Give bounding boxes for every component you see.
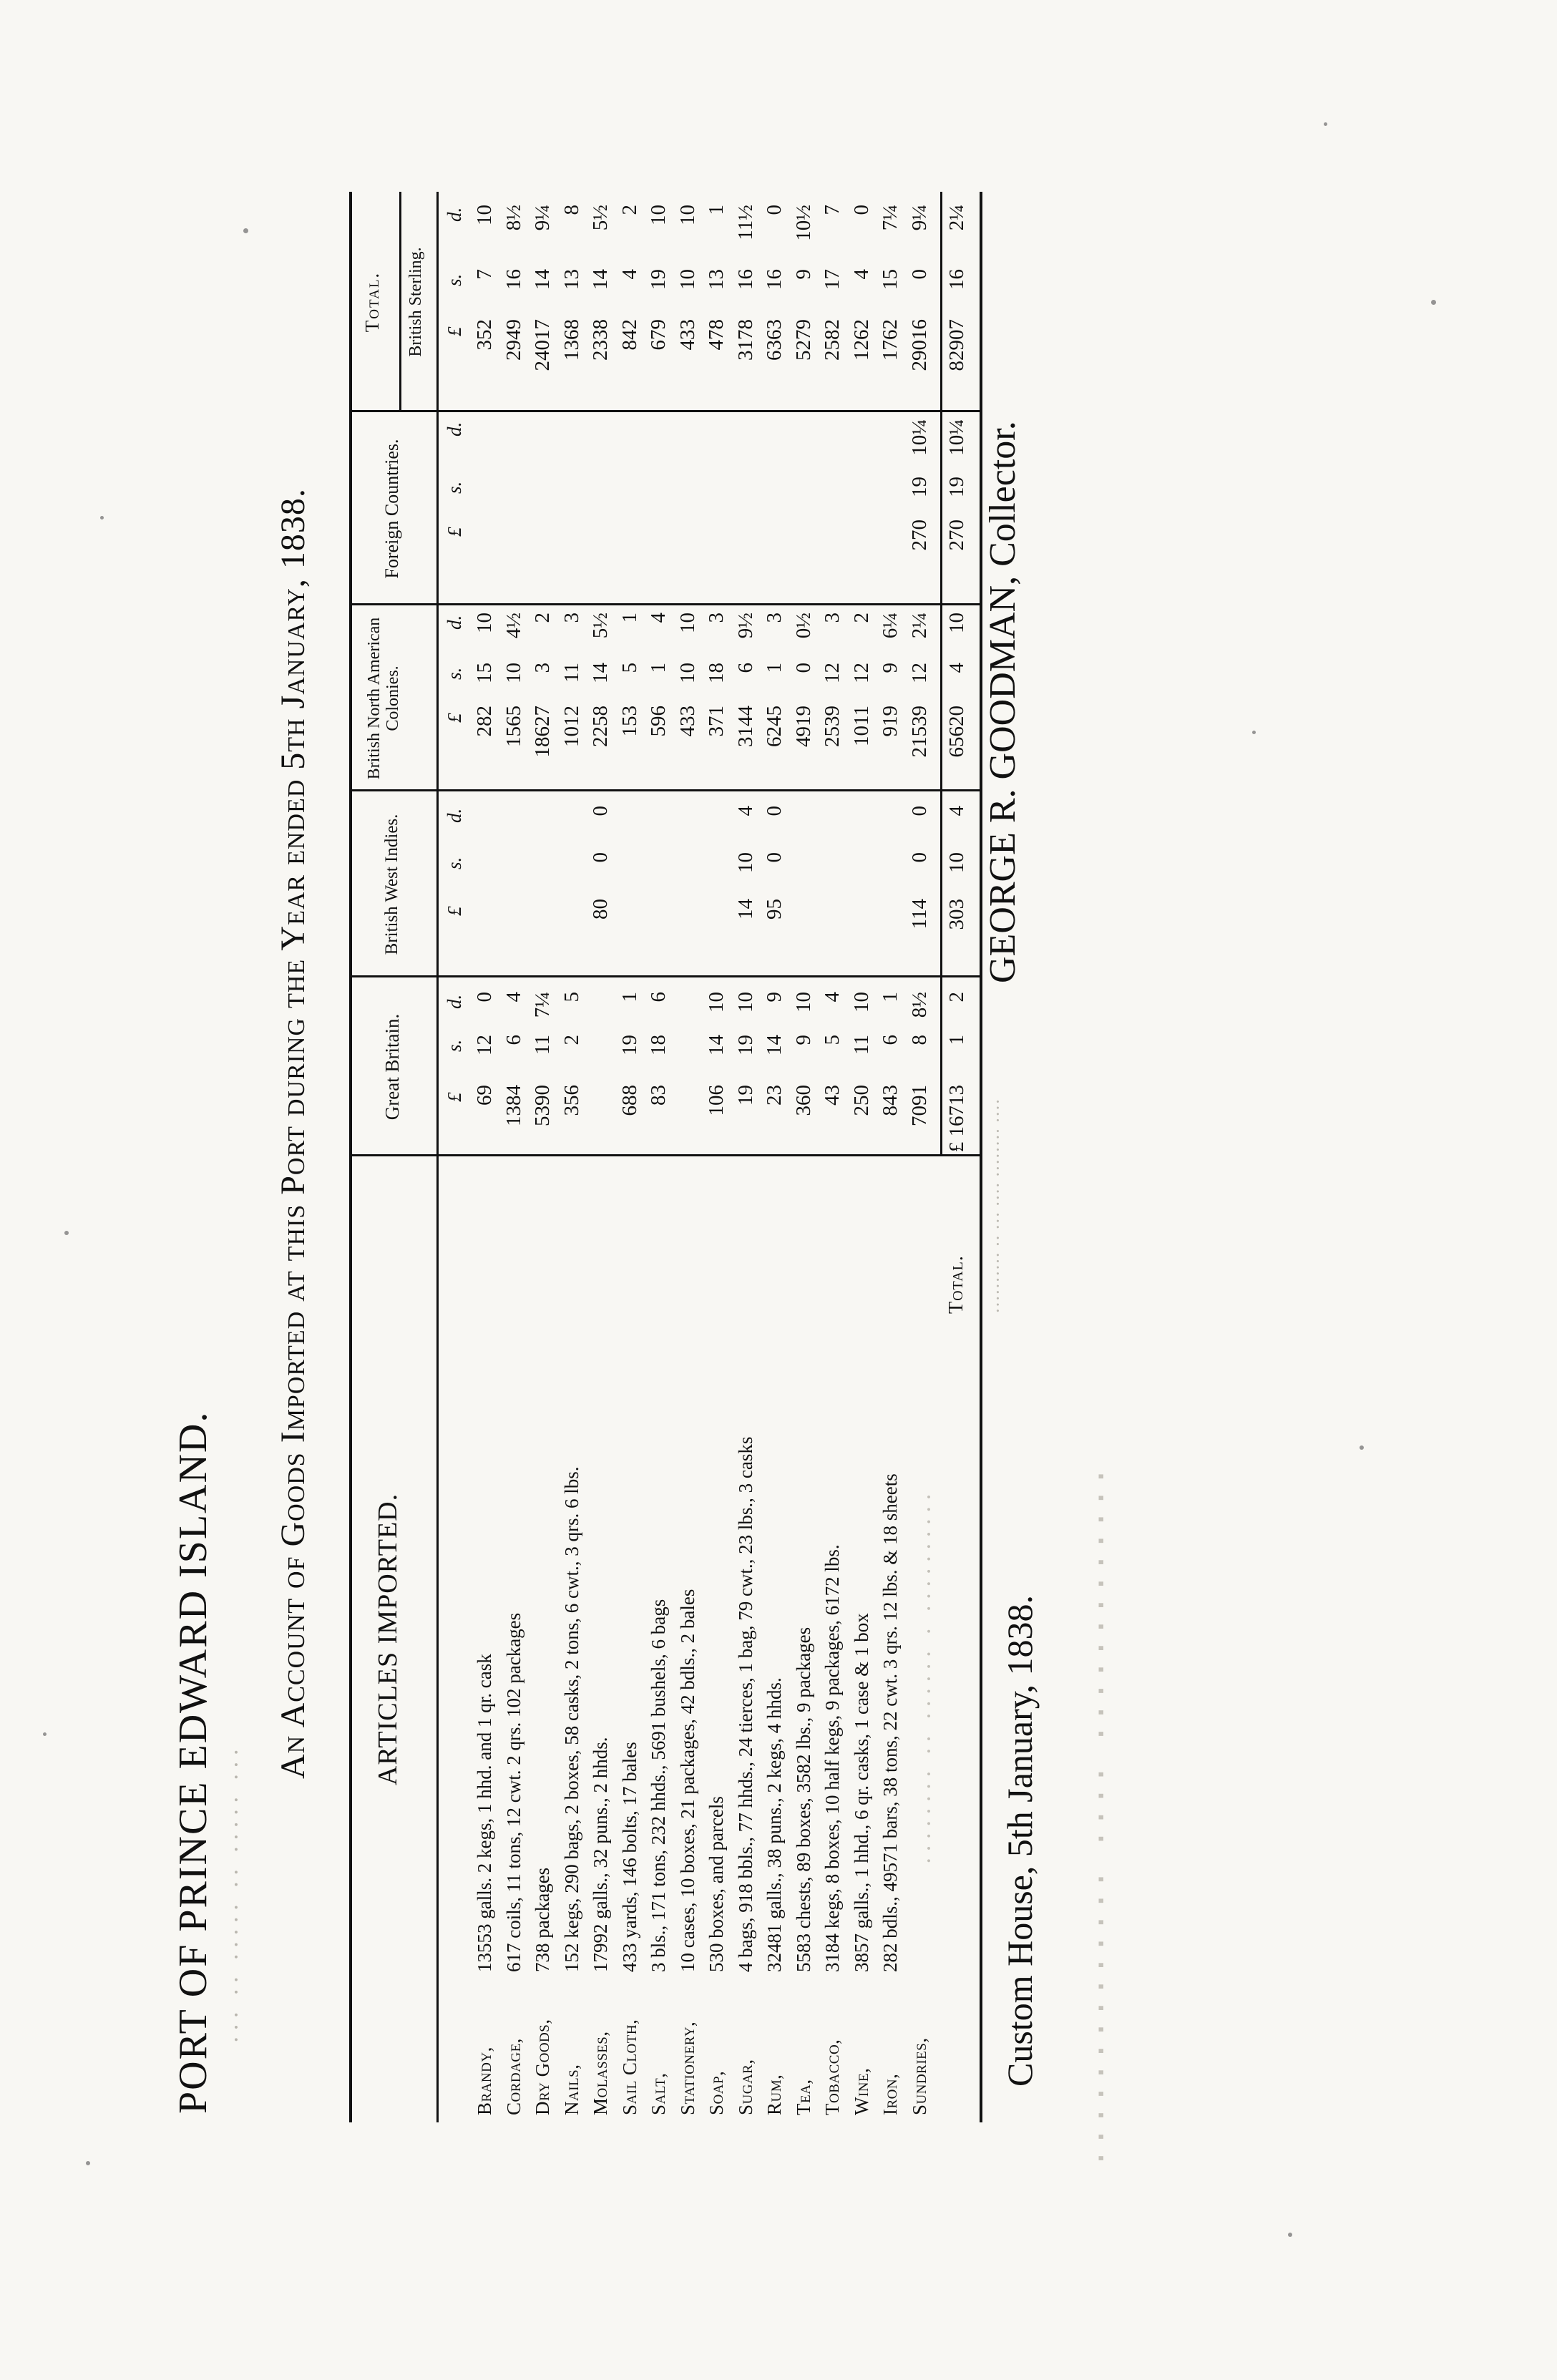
table-row — [793, 192, 814, 2122]
bna-pounds-cell: 153 — [618, 706, 641, 737]
gb-pence-cell: 7¼ — [531, 992, 554, 1018]
article-name: Molasses, — [590, 2031, 611, 2115]
article-name: Cordage, — [502, 2038, 524, 2115]
gb-shillings-cell: 19 — [618, 1035, 641, 1055]
bna-shillings-cell: 11 — [560, 663, 583, 683]
gb-shillings-cell: 6 — [502, 1035, 525, 1045]
bna-pence-cell: 9½ — [733, 613, 757, 639]
total-pence-cell: 5½ — [589, 205, 612, 231]
total-shillings-cell: 10 — [675, 269, 699, 290]
bna-shillings-cell: 1 — [763, 663, 786, 673]
bwi-pence-unit-label: d. — [444, 808, 465, 823]
bna-pence-cell: 10 — [473, 613, 496, 633]
bna-pence-cell: 6¼ — [879, 613, 902, 639]
gb-pence-cell: 1 — [879, 992, 902, 1003]
total-fc-shillings: 19 — [945, 477, 968, 497]
gb-shillings-cell: 6 — [879, 1035, 902, 1045]
bna-shillings-cell: 15 — [473, 663, 496, 683]
bna-pounds-cell: 1012 — [560, 706, 583, 747]
table-row — [648, 192, 669, 2122]
article-description: 530 boxes, and parcels — [706, 1796, 727, 1972]
bwi-pounds-unit-label: £ — [444, 906, 465, 916]
bna-pounds-cell: 596 — [647, 706, 670, 737]
total-fc-pence: 10¼ — [945, 419, 968, 456]
total-shillings-cell: 4 — [618, 269, 641, 280]
bna-pence-cell: 2 — [531, 613, 554, 623]
fc-shillings-unit-label: s. — [444, 481, 465, 494]
article-description: 32481 galls., 38 puns., 2 kegs, 4 hhds. — [763, 1677, 785, 1972]
bna-pence-cell: 3 — [821, 613, 844, 623]
bna-pounds-cell: 18627 — [531, 706, 554, 758]
total-pounds-cell: 3178 — [733, 319, 757, 361]
total-pounds-cell: 24017 — [531, 319, 554, 371]
total-pence-cell: 10½ — [791, 205, 815, 241]
gb-pounds-unit-label: £ — [444, 1092, 465, 1102]
total-pounds-cell: 29016 — [907, 319, 931, 371]
gb-pence-cell: 8½ — [907, 992, 931, 1018]
fc-pounds-cell: 270 — [907, 520, 931, 551]
gb-pence-cell: 9 — [763, 992, 786, 1003]
article-description: 3857 galls., 1 hhd., 6 qr. casks, 1 case & 1 box — [850, 1613, 872, 1972]
bna-pence-cell: 4 — [647, 613, 670, 623]
gb-pence-cell: 10 — [849, 992, 873, 1013]
total-pence-cell: 7 — [821, 205, 844, 215]
paper-speck — [86, 2161, 90, 2165]
bleed-through-text: ··· ·· ····· ·· ····· ··· — [223, 1744, 250, 2044]
gb-pence-cell: 10 — [791, 992, 815, 1013]
header-british-north-american-colonies: British North American Colonies. — [365, 617, 403, 780]
document-title: PORT OF PRINCE EDWARD ISLAND. — [171, 1410, 215, 2114]
article-name: Sugar, — [734, 2059, 756, 2115]
bna-shillings-cell: 12 — [907, 663, 931, 683]
total-pounds-cell: 2582 — [821, 319, 844, 361]
bwi-pence-cell: 0 — [763, 806, 786, 816]
total-pence-cell: 2 — [618, 205, 641, 215]
gb-pounds-cell: 7091 — [907, 1085, 931, 1126]
bleed-through-text: ·············· ···· ············· — [1074, 1462, 1122, 2165]
total-subheader-rule — [399, 192, 401, 412]
fc-pence-unit-label: d. — [444, 421, 465, 437]
header-articles: ARTICLES IMPORTED. — [373, 1493, 403, 1786]
gb-pounds-cell: 23 — [763, 1085, 786, 1106]
gb-shillings-cell: 19 — [733, 1035, 757, 1055]
total-shillings-cell: 19 — [647, 269, 670, 290]
gb-pounds-cell: 106 — [705, 1085, 728, 1116]
total-pence-cell: 0 — [763, 205, 786, 215]
table-row — [706, 192, 727, 2122]
gb-pence-cell: 5 — [560, 992, 583, 1003]
gb-shillings-cell: 11 — [531, 1035, 554, 1055]
table-row — [909, 192, 930, 2122]
bna-pounds-cell: 21539 — [907, 706, 931, 758]
article-name: Tea, — [792, 2079, 814, 2115]
bna-pence-cell: 2¼ — [907, 613, 931, 639]
paper-speck — [64, 1231, 69, 1235]
gb-shillings-cell: 2 — [560, 1035, 583, 1045]
total-total-shillings: 16 — [945, 269, 968, 290]
total-pounds-cell: 433 — [675, 319, 699, 351]
bna-pence-unit-label: d. — [444, 615, 465, 630]
gb-pence-cell: 4 — [821, 992, 844, 1003]
bna-shillings-cell: 18 — [705, 663, 728, 683]
article-name: Sail Cloth, — [618, 2019, 640, 2115]
gb-pounds-cell: 19 — [733, 1085, 757, 1106]
bna-shillings-cell: 9 — [879, 663, 902, 673]
article-description: 17992 galls., 32 puns., 2 hhds. — [590, 1737, 611, 1972]
total-pounds-cell: 6363 — [763, 319, 786, 361]
gb-shillings-cell: 18 — [647, 1035, 670, 1055]
total-bna-pence: 10 — [945, 613, 968, 633]
fc-pounds-unit-label: £ — [444, 527, 465, 537]
total-shillings-cell: 13 — [560, 269, 583, 290]
total-gb-pence: 2 — [945, 992, 968, 1003]
table-row — [763, 192, 785, 2122]
bna-pounds-cell: 6245 — [763, 706, 786, 747]
document-subtitle: An Account of Goods Imported at this Port during the Year ended 5th January, 1838. — [274, 488, 312, 1779]
total-shillings-cell: 9 — [791, 269, 815, 280]
total-pence-cell: 11½ — [733, 205, 757, 240]
gb-pounds-cell: 360 — [791, 1085, 815, 1116]
bna-shillings-cell: 10 — [502, 663, 525, 683]
total-pence-cell: 9¼ — [531, 205, 554, 231]
total-pence-cell: 10 — [473, 205, 496, 225]
total-total-pence: 2¼ — [945, 205, 968, 231]
article-name: Wine, — [850, 2067, 872, 2115]
total-pence-cell: 10 — [675, 205, 699, 225]
article-description: 5583 chests, 89 boxes, 3582 lbs., 9 packages — [792, 1627, 814, 1972]
article-description: 433 yards, 146 bolts, 17 bales — [618, 1742, 640, 1972]
table-row — [590, 192, 611, 2122]
bna-shillings-cell: 10 — [675, 663, 699, 683]
gb-pounds-cell: 688 — [618, 1085, 641, 1116]
bna-pence-cell: 4½ — [502, 613, 525, 639]
bna-pence-cell: 3 — [763, 613, 786, 623]
bna-pence-cell: 1 — [618, 613, 641, 623]
article-name: Rum, — [763, 2074, 785, 2115]
paper-speck — [243, 228, 248, 233]
total-pounds-cell: 1262 — [849, 319, 873, 361]
article-description: 282 bdls., 49571 bars, 38 tons, 22 cwt. 3 qrs. 12 lbs. & 18 sheets — [879, 1473, 901, 1972]
bna-pence-cell: 0½ — [791, 613, 815, 639]
article-name: Tobacco, — [821, 2039, 843, 2115]
article-description: 4 bags, 918 bbls., 77 hhds., 24 tierces, 1 bag, 79 cwt., 23 lbs., 3 casks — [734, 1436, 756, 1972]
total-pounds-cell: 1368 — [560, 319, 583, 361]
paper-speck — [1360, 1445, 1364, 1450]
article-name: Brandy, — [474, 2047, 495, 2115]
article-name: Soap, — [706, 2070, 727, 2115]
gb-shillings-cell: 9 — [791, 1035, 815, 1045]
bna-pence-cell: 3 — [560, 613, 583, 623]
table-row — [879, 192, 901, 2122]
bna-pence-cell: 3 — [705, 613, 728, 623]
total-pence-cell: 10 — [647, 205, 670, 225]
total-pounds-cell: 1762 — [879, 319, 902, 361]
gb-shillings-cell: 8 — [907, 1035, 931, 1045]
total-bwi-pence: 4 — [945, 806, 968, 816]
total-pence-cell: 1 — [705, 205, 728, 215]
total-pounds-unit-label: £ — [444, 326, 465, 336]
gb-pounds-cell: 356 — [560, 1085, 583, 1116]
total-shillings-unit-label: s. — [444, 273, 465, 286]
bwi-pounds-cell: 95 — [763, 899, 786, 920]
total-row — [946, 192, 975, 2122]
total-pounds-cell: 478 — [705, 319, 728, 351]
article-name: Salt, — [648, 2072, 669, 2115]
bwi-shillings-cell: 0 — [907, 852, 931, 863]
gb-shillings-cell: 12 — [473, 1035, 496, 1055]
fc-pence-cell: 10¼ — [907, 419, 931, 456]
gb-pounds-cell: 843 — [879, 1085, 902, 1116]
total-pence-cell: 7¼ — [879, 205, 902, 231]
table-row — [532, 192, 553, 2122]
total-bna-shillings: 4 — [945, 663, 968, 673]
header-total-british-sterling: British Sterling. — [406, 247, 425, 357]
header-great-britain: Great Britain. — [381, 1013, 403, 1121]
article-description: 152 kegs, 290 bags, 2 boxes, 58 casks, 2 tons, 6 cwt., 3 qrs. 6 lbs. — [560, 1466, 582, 1972]
gb-shillings-unit-label: s. — [444, 1039, 465, 1052]
gb-pence-cell: 0 — [473, 992, 496, 1003]
imports-table — [349, 192, 982, 2122]
fc-shillings-cell: 19 — [907, 477, 931, 497]
gb-pounds-cell: 43 — [821, 1085, 844, 1106]
bna-shillings-cell: 1 — [647, 663, 670, 673]
article-description: 10 cases, 10 boxes, 21 packages, 42 bdls., 2 bales — [676, 1589, 698, 1972]
gb-pounds-cell: 250 — [849, 1085, 873, 1116]
gb-shillings-cell: 11 — [849, 1035, 873, 1055]
article-name: Nails, — [560, 2064, 582, 2115]
bwi-pence-cell: 0 — [589, 806, 612, 816]
table-row — [677, 192, 698, 2122]
total-row-label: Total. — [945, 1255, 967, 1314]
footer-signature: GEORGE R. GOODMAN, Collector. — [982, 421, 1023, 983]
gb-shillings-cell: 5 — [821, 1035, 844, 1045]
bwi-pence-cell: 0 — [907, 806, 931, 816]
paper-speck — [43, 1732, 47, 1736]
gb-shillings-cell: 14 — [763, 1035, 786, 1055]
paper-speck — [1431, 300, 1436, 305]
bna-shillings-cell: 14 — [589, 663, 612, 683]
paper-speck — [100, 516, 104, 520]
paper-speck — [1288, 2233, 1292, 2237]
total-pounds-cell: 679 — [647, 319, 670, 351]
bleed-through-text: ·········· ·· ··· ···· ········ ···· — [987, 1098, 1008, 1314]
header-rule — [436, 192, 439, 2122]
bna-pounds-cell: 282 — [473, 706, 496, 737]
bleed-through-text: ········ ·· ······ · ·········· — [916, 1488, 942, 1865]
bwi-pounds-cell: 14 — [733, 899, 757, 920]
article-description: 738 packages — [532, 1867, 553, 1972]
bna-pounds-cell: 371 — [705, 706, 728, 737]
total-bwi-shillings: 10 — [945, 852, 968, 873]
bna-pence-cell: 2 — [849, 613, 873, 623]
total-shillings-cell: 0 — [907, 269, 931, 280]
gb-pounds-cell: 1384 — [502, 1085, 525, 1126]
bna-shillings-cell: 12 — [849, 663, 873, 683]
header-total: Total. — [361, 271, 383, 333]
total-shillings-cell: 13 — [705, 269, 728, 290]
bna-pounds-cell: 919 — [879, 706, 902, 737]
total-bwi-pounds: 303 — [945, 899, 968, 930]
gb-pence-cell: 1 — [618, 992, 641, 1003]
table-row — [474, 192, 495, 2122]
bwi-pounds-cell: 80 — [589, 899, 612, 920]
total-bna-pounds: 65620 — [945, 706, 968, 758]
bna-pounds-cell: 1011 — [849, 706, 873, 746]
bna-shillings-cell: 6 — [733, 663, 757, 673]
article-description: 3 bls., 171 tons, 232 hhds., 5691 bushels, 6 bags — [648, 1599, 669, 1972]
bna-pounds-cell: 3144 — [733, 706, 757, 747]
gb-pence-cell: 10 — [733, 992, 757, 1013]
bna-pounds-cell: 2258 — [589, 706, 612, 747]
bna-pence-cell: 10 — [675, 613, 699, 633]
total-pounds-cell: 352 — [473, 319, 496, 351]
total-shillings-cell: 16 — [763, 269, 786, 290]
article-description: 3184 kegs, 8 boxes, 10 half kegs, 9 packages, 6172 lbs. — [821, 1544, 843, 1972]
gb-pence-unit-label: d. — [444, 994, 465, 1009]
gb-pounds-cell: 69 — [473, 1085, 496, 1106]
total-shillings-cell: 14 — [589, 269, 612, 290]
total-fc-pounds: 270 — [945, 520, 968, 551]
bwi-pounds-cell: 114 — [907, 899, 931, 930]
total-pence-cell: 8 — [560, 205, 583, 215]
header-british-west-indies: British West Indies. — [382, 814, 401, 955]
bna-pounds-cell: 433 — [675, 706, 699, 737]
bwi-shillings-unit-label: s. — [444, 857, 465, 869]
total-pence-unit-label: d. — [444, 207, 465, 222]
gb-shillings-cell: 14 — [705, 1035, 728, 1055]
article-description: 617 coils, 11 tons, 12 cwt. 2 qrs. 102 packages — [502, 1612, 524, 1972]
table-row — [735, 192, 756, 2122]
total-pounds-cell: 2338 — [589, 319, 612, 361]
bna-pence-cell: 5½ — [589, 613, 612, 639]
footer-place-date: Custom House, 5th January, 1838. — [1000, 1595, 1040, 2087]
total-pence-cell: 9¼ — [907, 205, 931, 231]
total-shillings-cell: 14 — [531, 269, 554, 290]
bna-shillings-cell: 0 — [791, 663, 815, 673]
bwi-shillings-cell: 0 — [763, 852, 786, 863]
total-pence-cell: 0 — [849, 205, 873, 215]
total-pounds-cell: 842 — [618, 319, 641, 351]
bwi-shillings-cell: 0 — [589, 852, 612, 863]
bna-shillings-cell: 5 — [618, 663, 641, 673]
gb-pence-cell: 4 — [502, 992, 525, 1003]
table-row — [561, 192, 582, 2122]
paper-speck — [1252, 731, 1256, 734]
bwi-shillings-cell: 10 — [733, 852, 757, 873]
bwi-pence-cell: 4 — [733, 806, 757, 816]
total-shillings-cell: 16 — [733, 269, 757, 290]
total-shillings-cell: 17 — [821, 269, 844, 290]
total-shillings-cell: 15 — [879, 269, 902, 290]
bna-pounds-cell: 2539 — [821, 706, 844, 747]
bna-pounds-cell: 1565 — [502, 706, 525, 747]
table-row — [503, 192, 524, 2122]
total-shillings-cell: 16 — [502, 269, 525, 290]
bna-shillings-cell: 3 — [531, 663, 554, 673]
bna-pounds-cell: 4919 — [791, 706, 815, 747]
total-shillings-cell: 7 — [473, 269, 496, 280]
article-name: Stationery, — [676, 2021, 698, 2115]
total-pence-cell: 8½ — [502, 205, 525, 231]
bna-shillings-unit-label: s. — [444, 667, 465, 680]
bna-shillings-cell: 12 — [821, 663, 844, 683]
gb-pounds-cell: 83 — [647, 1085, 670, 1106]
article-name: Sundries, — [908, 2037, 930, 2115]
gb-pence-cell: 10 — [705, 992, 728, 1013]
header-foreign-countries: Foreign Countries. — [381, 439, 402, 579]
article-name: Iron, — [879, 2073, 901, 2115]
total-pounds-cell: 5279 — [791, 319, 815, 361]
bna-pounds-unit-label: £ — [444, 713, 465, 723]
gb-pence-cell: 6 — [647, 992, 670, 1003]
total-pounds-cell: 2949 — [502, 319, 525, 361]
table-row — [821, 192, 843, 2122]
table-row — [851, 192, 872, 2122]
article-name: Dry Goods, — [532, 2019, 553, 2115]
total-gb-shillings: 1 — [945, 1035, 968, 1045]
article-description: 13553 galls. 2 kegs, 1 hhd. and 1 qr. cask — [474, 1654, 495, 1972]
total-rule — [940, 192, 942, 1156]
total-total-pounds: 82907 — [945, 319, 968, 371]
gb-pounds-cell: 5390 — [531, 1085, 554, 1126]
table-row — [619, 192, 640, 2122]
total-gb-pounds: £ 16713 — [945, 1085, 968, 1153]
paper-speck — [1324, 122, 1327, 126]
total-shillings-cell: 4 — [849, 269, 873, 280]
